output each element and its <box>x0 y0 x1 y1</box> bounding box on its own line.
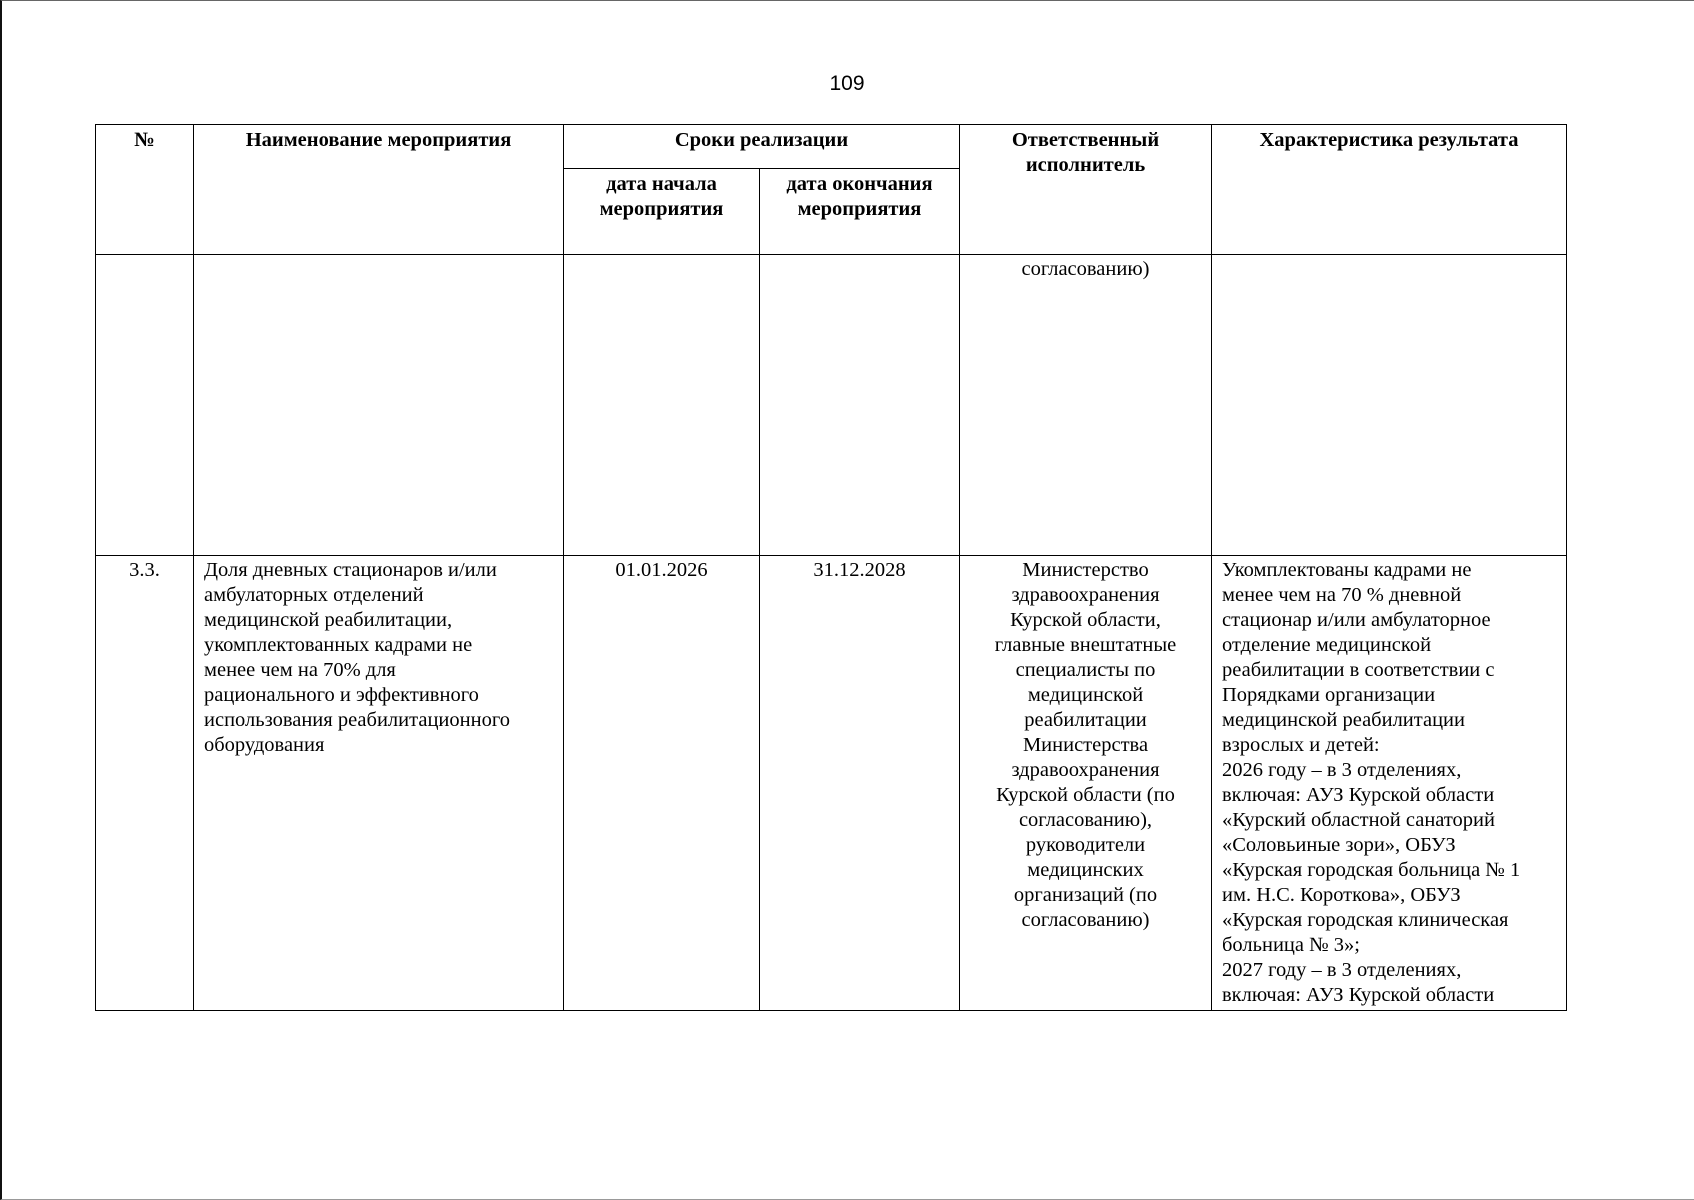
activities-table <box>95 124 1567 1011</box>
cell-start-date <box>564 255 760 556</box>
cell-result <box>1212 255 1567 556</box>
page-number: 109 <box>829 72 865 95</box>
cell-number <box>96 255 194 556</box>
header-period: Сроки реализации <box>564 125 960 169</box>
cell-end-date <box>760 255 960 556</box>
cell-end-date: 31.12.2028 <box>760 556 960 1011</box>
cell-result: Укомплектованы кадрами не менее чем на 70 % дневной стационар и/или амбулаторное отделение медицинской реабилитации в соответствии с Порядками организации медицинской реабилитации взрослых и детей: 2026 году – в 3 отделениях, включая: АУЗ Курской области «Курский областной санаторий «Соловьиные зори», ОБУЗ «Курская городская больница № 1 им. Н.С. Короткова», ОБУЗ «Курская городская клиническая больница № 3»; 2027 году – в 3 отделениях, включая: АУЗ Курской области <box>1212 556 1567 1011</box>
header-result: Характеристика результата <box>1212 125 1567 255</box>
cell-start-date: 01.01.2026 <box>564 556 760 1011</box>
header-end-date: дата окончания мероприятия <box>760 169 960 255</box>
header-activity-name: Наименование мероприятия <box>194 125 564 255</box>
cell-responsible: согласованию) <box>960 255 1212 556</box>
cell-activity-name: Доля дневных стационаров и/или амбулаторных отделений медицинской реабилитации, укомплектованных кадрами не менее чем на 70% для рационального и эффективного использования реабилитационного оборудования <box>194 556 564 1011</box>
cell-number: 3.3. <box>96 556 194 1011</box>
header-start-date: дата начала мероприятия <box>564 169 760 255</box>
table-row-continuation <box>96 255 1567 556</box>
cell-activity-name <box>194 255 564 556</box>
cell-responsible: Министерство здравоохранения Курской области, главные внештатные специалисты по медицинской реабилитации Министерства здравоохранения Курской области (по согласованию), руководители медицинских организаций (по согласованию) <box>960 556 1212 1011</box>
table-row-3-3 <box>96 556 1567 1011</box>
header-responsible: Ответственный исполнитель <box>960 125 1212 255</box>
table-header-row <box>96 125 1567 169</box>
header-number: № <box>96 125 194 255</box>
